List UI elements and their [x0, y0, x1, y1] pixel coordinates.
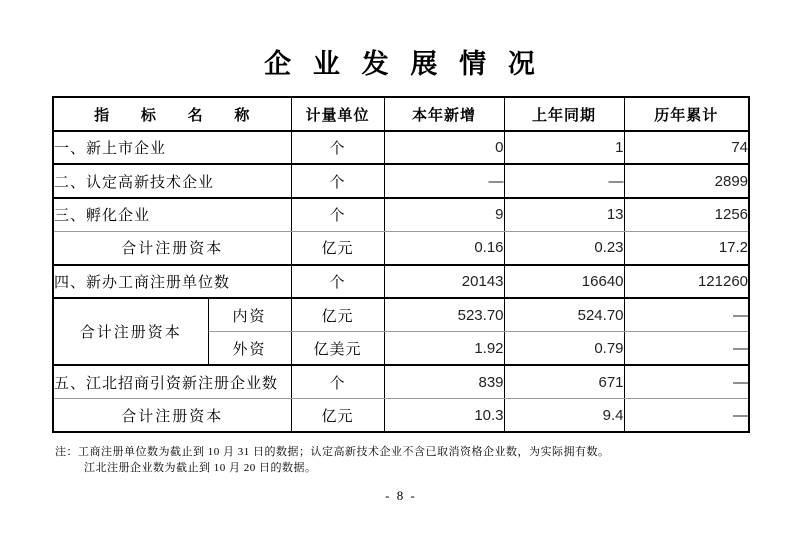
indicator-sub-cell: 外资: [208, 332, 291, 365]
table-row: [53, 265, 749, 298]
indicator-cell: 合计注册资本: [53, 399, 291, 433]
footnote-label: 注：: [55, 446, 78, 458]
last-year-cell: 0.79: [504, 332, 624, 365]
indicator-cell: 四、新办工商注册单位数: [53, 265, 291, 298]
last-year-cell: 13: [504, 198, 624, 231]
col-header-unit: 计量单位: [291, 97, 384, 131]
current-year-cell: 9: [384, 198, 504, 231]
indicator-cell: 合计注册资本: [53, 231, 291, 264]
unit-cell: 个: [291, 164, 384, 197]
table-row: [53, 131, 749, 164]
footnote: [55, 444, 765, 476]
current-year-cell: 1.92: [384, 332, 504, 365]
current-year-cell: 0: [384, 131, 504, 164]
cumulative-cell: 2899: [624, 164, 749, 197]
last-year-cell: —: [504, 164, 624, 197]
current-year-cell: 10.3: [384, 399, 504, 433]
cumulative-cell: —: [624, 298, 749, 331]
current-year-cell: 20143: [384, 265, 504, 298]
last-year-cell: 9.4: [504, 399, 624, 433]
indicator-cell: 三、孵化企业: [53, 198, 291, 231]
cumulative-cell: —: [624, 365, 749, 398]
footnote-text-1: 工商注册单位数为截止到 10 月 31 日的数据；认定高新技术企业不含已取消资格企业数，为实际拥有数。: [78, 446, 610, 458]
unit-cell: 亿元: [291, 231, 384, 264]
table-row: [53, 231, 749, 264]
current-year-cell: —: [384, 164, 504, 197]
unit-cell: 个: [291, 198, 384, 231]
last-year-cell: 16640: [504, 265, 624, 298]
cumulative-cell: 121260: [624, 265, 749, 298]
unit-cell: 亿元: [291, 399, 384, 433]
last-year-cell: 671: [504, 365, 624, 398]
current-year-cell: 523.70: [384, 298, 504, 331]
footnote-line-1: [55, 444, 765, 460]
col-header-cumulative: 历年累计: [624, 97, 749, 131]
indicator-cell: 二、认定高新技术企业: [53, 164, 291, 197]
last-year-cell: 0.23: [504, 231, 624, 264]
indicator-sub-cell: 内资: [208, 298, 291, 331]
unit-cell: 个: [291, 265, 384, 298]
table-row: [53, 198, 749, 231]
col-header-current-year: 本年新增: [384, 97, 504, 131]
col-header-indicator: 指 标 名 称: [53, 97, 291, 131]
current-year-cell: 0.16: [384, 231, 504, 264]
unit-cell: 亿元: [291, 298, 384, 331]
table-row: [53, 164, 749, 197]
last-year-cell: 524.70: [504, 298, 624, 331]
unit-cell: 个: [291, 365, 384, 398]
cumulative-cell: 17.2: [624, 231, 749, 264]
col-header-last-year: 上年同期: [504, 97, 624, 131]
unit-cell: 个: [291, 131, 384, 164]
table-row: [53, 399, 749, 433]
header-row: [53, 97, 749, 131]
current-year-cell: 839: [384, 365, 504, 398]
cumulative-cell: 1256: [624, 198, 749, 231]
footnote-line-2: 江北注册企业数为截止到 10 月 20 日的数据。: [84, 462, 317, 474]
cumulative-cell: —: [624, 332, 749, 365]
cumulative-cell: —: [624, 399, 749, 433]
indicator-cell: 五、江北招商引资新注册企业数: [53, 365, 291, 398]
enterprise-stats-table: [52, 96, 750, 433]
unit-cell: 亿美元: [291, 332, 384, 365]
table-row: [53, 365, 749, 398]
cumulative-cell: 74: [624, 131, 749, 164]
page-number: - 8 -: [385, 488, 415, 503]
table-row: [53, 298, 749, 331]
page-title: 企 业 发 展 情 况: [264, 49, 536, 79]
last-year-cell: 1: [504, 131, 624, 164]
indicator-group-cell: 合计注册资本: [53, 298, 208, 365]
indicator-cell: 一、新上市企业: [53, 131, 291, 164]
